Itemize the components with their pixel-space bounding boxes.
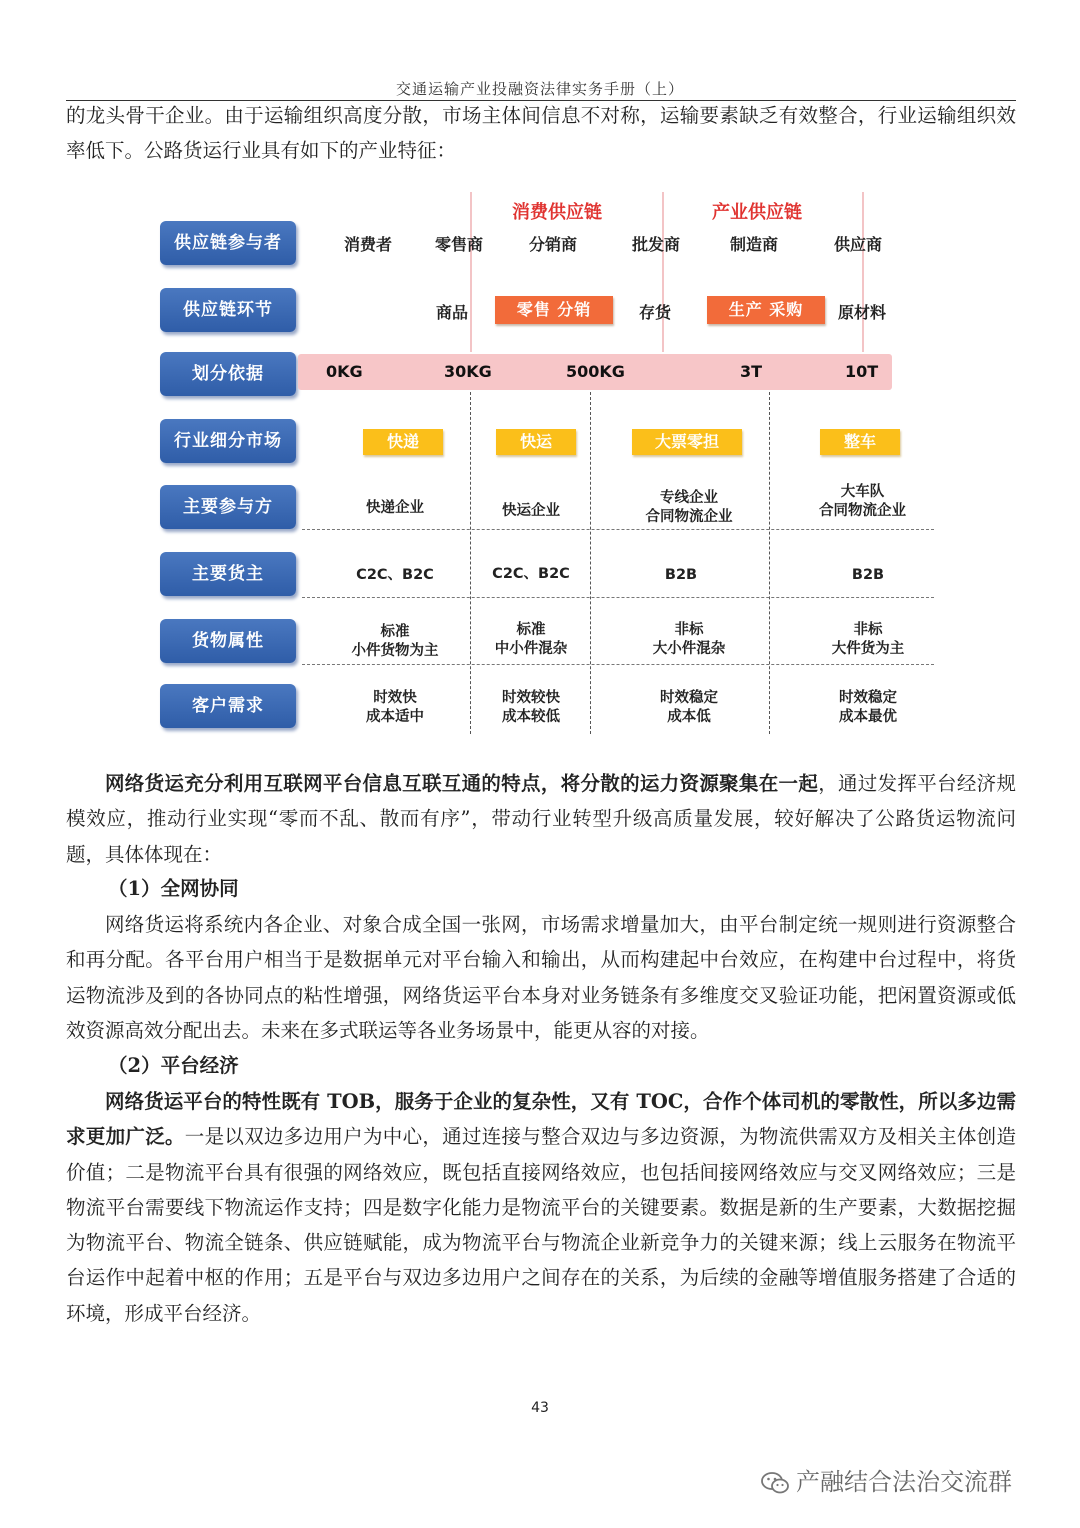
link-inventory: 存货 xyxy=(639,303,672,322)
participant-manufacturer: 制造商 xyxy=(730,235,779,254)
column-separator-2 xyxy=(590,392,591,734)
link-prod-purchase: 生产 采购 xyxy=(707,296,825,324)
chain-head-consumer: 消费供应链 xyxy=(512,202,602,223)
market-ftl: 整车 xyxy=(820,429,900,455)
chain-divider-1 xyxy=(470,192,472,352)
paragraph-platform-economy-bold: 网络货运平台的特性既有 TOB，服务于企业的复杂性，又有 TOC，合作个体司机的零散性，所以多边需求更加广泛。 xyxy=(66,1090,1016,1149)
party-col-4: 大车队 合同物流企业 xyxy=(819,483,906,519)
market-lcl-express: 快运 xyxy=(496,429,576,455)
market-express: 快递 xyxy=(363,429,443,455)
demand-col-1: 时效快 成本适中 xyxy=(366,689,424,725)
link-retail-dist: 零售 分销 xyxy=(495,296,613,324)
heading-network-collaboration: （1）全网协同 xyxy=(108,877,239,900)
column-separator-3 xyxy=(769,392,770,734)
shipper-col-3: B2B xyxy=(664,567,698,583)
row-label-shippers: 主要货主 xyxy=(160,552,296,596)
row-label-links: 供应链环节 xyxy=(160,288,296,332)
party-col-3: 专线企业 合同物流企业 xyxy=(645,489,733,525)
shipper-col-2: C2C、B2C xyxy=(492,566,570,582)
row-label-demand: 客户需求 xyxy=(160,684,296,728)
chain-divider-2 xyxy=(662,192,664,352)
row-label-basis: 划分依据 xyxy=(160,352,296,396)
shipper-col-1: C2C、B2C xyxy=(356,567,434,583)
participant-consumer: 消费者 xyxy=(344,235,393,254)
cargo-col-1: 标准 小件货物为主 xyxy=(351,623,439,659)
page-number: 43 xyxy=(531,1400,549,1416)
paragraph-network-freight-rest: ，通过发挥平台经济规模效应，推动行业实现“零而不乱、散而有序”，带动行业转型升级高质量发展，较好解决了公路货运物流问题，具体体现在： xyxy=(66,772,1016,866)
participant-distributor: 分销商 xyxy=(529,235,578,254)
weight-500kg: 500KG xyxy=(566,362,625,381)
party-col-2: 快运企业 xyxy=(502,502,560,519)
industry-characteristics-diagram xyxy=(150,186,950,746)
weight-0kg: 0KG xyxy=(326,362,363,381)
link-raw-materials: 原材料 xyxy=(838,303,887,322)
cargo-col-4: 非标 大件货为主 xyxy=(831,621,905,657)
paragraph-network-collaboration: 网络货运将系统内各企业、对象合成全国一张网，市场需求增量加大，由平台制定统一规则进行资源整合和再分配。各平台用户相当于是数据单元对平台输入和输出，从而构建起中台效应，在构建中台过程中，将货运物流涉及到的各协同点的粘性增强，网络货运平台本身对业务链条有多维度交叉验证功能，把闲置资源或低效资源高效分配出去。未来在多式联运等各业务场景中，能更从容的对接。 xyxy=(66,913,1016,1042)
weight-10t: 10T xyxy=(845,362,879,381)
weight-3t: 3T xyxy=(740,362,763,381)
demand-col-4: 时效稳定 成本最优 xyxy=(839,689,897,725)
row-label-cargo: 货物属性 xyxy=(160,619,296,663)
market-big-ltl: 大票零担 xyxy=(632,429,742,455)
chain-head-industry: 产业供应链 xyxy=(712,202,802,223)
running-header: 交通运输产业投融资法律实务手册（上） xyxy=(395,80,684,98)
party-col-1: 快递企业 xyxy=(366,499,424,516)
row-label-markets: 行业细分市场 xyxy=(160,419,296,463)
watermark xyxy=(760,1462,1060,1497)
wechat-icon xyxy=(760,1471,790,1495)
paragraph-platform-economy xyxy=(66,1084,1016,1331)
link-goods: 商品 xyxy=(436,303,469,322)
demand-col-3: 时效稳定 成本低 xyxy=(660,689,718,725)
row-separator-3 xyxy=(302,664,934,665)
intro-paragraph: 的龙头骨干企业。由于运输组织高度分散，市场主体间信息不对称，运输要素缺乏有效整合，行业运输组织效率低下。公路货运行业具有如下的产业特征： xyxy=(66,104,1016,163)
cargo-col-3: 非标 大小件混杂 xyxy=(652,621,726,657)
participant-wholesaler: 批发商 xyxy=(632,235,681,254)
paragraph-network-freight xyxy=(66,766,1016,872)
paragraph-network-freight-bold: 网络货运充分利用互联网平台信息互联互通的特点，将分散的运力资源聚集在一起 xyxy=(105,772,819,795)
shipper-col-4: B2B xyxy=(851,567,885,583)
participant-retailer: 零售商 xyxy=(435,235,484,254)
column-separator-1 xyxy=(470,392,471,734)
chain-divider-3 xyxy=(862,192,864,352)
row-label-parties: 主要参与方 xyxy=(160,485,296,529)
heading-platform-economy: （2）平台经济 xyxy=(108,1054,239,1077)
cargo-col-2: 标准 中小件混杂 xyxy=(494,621,568,657)
watermark-text: 产融结合法治交流群 xyxy=(796,1468,1012,1496)
paragraph-platform-economy-rest: 一是以双边多边用户为中心，通过连接与整合双边与多边资源，为物流供需双方及相关主体创造价值；二是物流平台具有很强的网络效应，既包括直接网络效应，也包括间接网络效应与交叉网络效应；三是物流平台需要线下物流运作支持；四是数字化能力是物流平台的关键要素。数据是新的生产要素，大数据挖掘为物流平台、物流全链条、供应链赋能，成为物流平台与物流企业新竞争力的关键来源；线上云服务在物流平台运作中起着中枢的作用；五是平台与双边多边用户之间存在的关系，为后续的金融等增值服务搭建了合适的环境，形成平台经济。 xyxy=(66,1125,1016,1325)
row-separator-2 xyxy=(302,597,934,598)
demand-col-2: 时效较快 成本较低 xyxy=(502,689,560,725)
weight-30kg: 30KG xyxy=(444,362,492,381)
row-label-participants: 供应链参与者 xyxy=(160,221,296,265)
row-separator-1 xyxy=(302,529,934,530)
participant-supplier: 供应商 xyxy=(834,235,883,254)
